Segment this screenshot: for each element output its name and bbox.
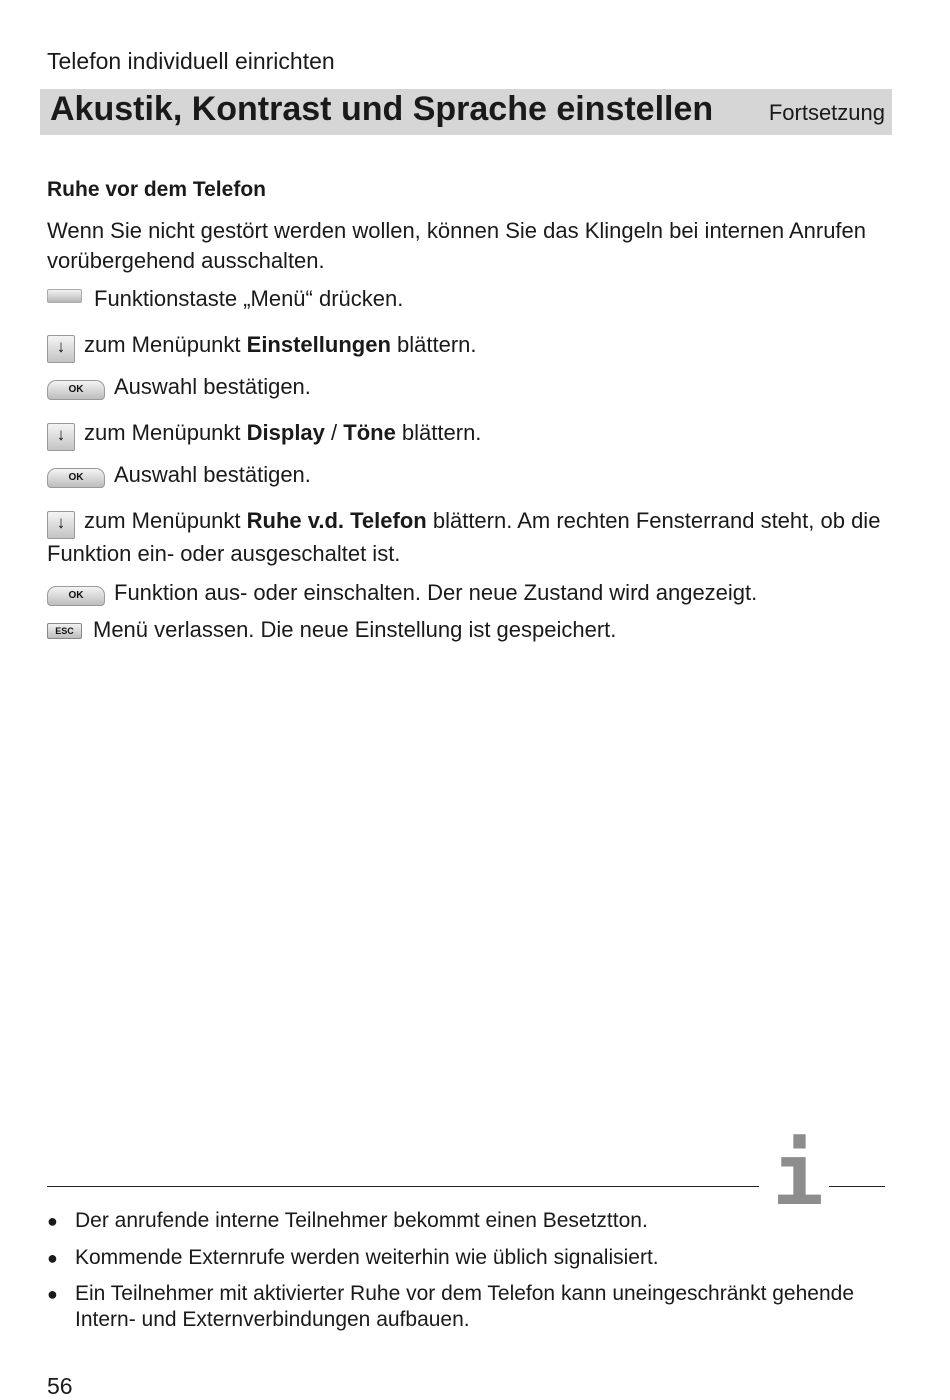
page-number: 56 (47, 1373, 73, 1399)
bullet-dot-icon: ● (47, 1248, 58, 1268)
info-divider-left (47, 1186, 759, 1187)
menu-item-einstellungen: Einstellungen (246, 332, 391, 357)
menu-item-display: Display (246, 420, 325, 445)
running-header: Telefon individuell einrichten (47, 48, 335, 74)
step-1-text: Funktionstaste „Menü“ drücken. (94, 286, 404, 311)
info-bullet-text: Der anrufende interne Teilnehmer bekommt einen Besetztton. (75, 1209, 648, 1232)
step-4-separator: / (324, 420, 344, 445)
step-7 (47, 578, 757, 608)
step-1 (47, 284, 403, 314)
section-heading: Ruhe vor dem Telefon (47, 178, 266, 201)
step-6-text: zum Menüpunkt (84, 508, 247, 533)
menu-key-icon (47, 289, 82, 303)
info-divider-right (829, 1186, 885, 1187)
ok-key-icon: OK (47, 586, 105, 606)
step-2 (47, 330, 477, 363)
step-6-suffix: blättern. Am rechten Fensterrand steht, ob die Funktion ein- oder ausgeschaltet ist. (47, 508, 881, 566)
bullet-dot-icon: ● (47, 1211, 58, 1231)
ok-key-icon: OK (47, 380, 105, 400)
arrow-down-key-icon: ↓ (47, 511, 75, 539)
info-bullet (47, 1245, 867, 1271)
info-bullet-text: Kommende Externrufe werden weiterhin wie üblich signalisiert. (75, 1246, 659, 1269)
info-icon: i (772, 1125, 824, 1225)
info-bullet-text: Ein Teilnehmer mit aktivierter Ruhe vor dem Telefon kann uneingeschränkt gehende Intern- und Externverbindungen aufbauen. (75, 1282, 855, 1331)
step-4-suffix: blättern. (395, 420, 482, 445)
info-bullet (47, 1208, 867, 1234)
bullet-dot-icon: ● (47, 1284, 58, 1304)
step-2-suffix: blättern. (390, 332, 477, 357)
arrow-down-key-icon: ↓ (47, 423, 75, 451)
step-6 (47, 506, 902, 569)
step-8-text: Menü verlassen. Die neue Einstellung ist gespeichert. (93, 617, 617, 642)
esc-key-icon: ESC (47, 623, 82, 639)
step-2-text: zum Menüpunkt (84, 332, 247, 357)
arrow-down-key-icon: ↓ (47, 335, 75, 363)
step-5-text: Auswahl bestätigen. (114, 462, 311, 487)
step-5 (47, 460, 311, 490)
step-3-text: Auswahl bestätigen. (114, 374, 311, 399)
continuation-label: Fortsetzung (768, 100, 885, 125)
page-title: Akustik, Kontrast und Sprache einstellen (50, 90, 714, 128)
step-8 (47, 615, 616, 645)
ok-key-icon: OK (47, 468, 105, 488)
step-3 (47, 372, 311, 402)
info-bullet (47, 1281, 867, 1333)
step-4 (47, 418, 481, 451)
step-7-text: Funktion aus- oder einschalten. Der neue Zustand wird angezeigt. (114, 580, 758, 605)
menu-item-ruhe-vd-telefon: Ruhe v.d. Telefon (246, 508, 427, 533)
step-4-text: zum Menüpunkt (84, 420, 247, 445)
menu-item-toene: Töne (343, 420, 396, 445)
intro-paragraph: Wenn Sie nicht gestört werden wollen, können Sie das Klingeln bei internen Anrufen vorübergehend ausschalten. (47, 218, 867, 273)
